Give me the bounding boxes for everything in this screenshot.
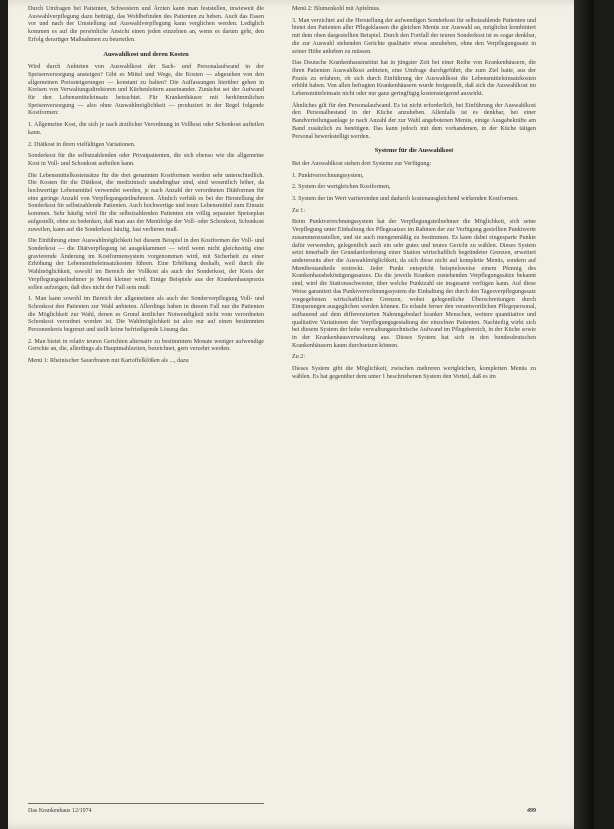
book-spine-shadow [574, 0, 594, 829]
list-item: 1. Allgemeine Kost, die sich je nach ärztlicher Verordnung in Vollkost oder Schonkost aufteilen kann. [28, 122, 264, 136]
list-item: 2. Diätkost in ihren vielfältigen Variationen. [28, 141, 136, 148]
subsection-label: Zu 1: [292, 207, 306, 214]
paragraph: Durch Umfragen bei Patienten, Schwestern und Ärzten kann man feststellen, inwieweit die Auswahlverpflegung dazu beiträgt, das Wohlbefinden des Patienten zu heben. Auch das Essen vor und nach der Umstellung auf Auswahlverpflegung kann verglichen werden. Lediglich kommen es auf die persönliche Ansicht einen jeden einzelnen an, wenn es darum geht, den Erfolg derartiger Maßnahmen zu beurteilen. [28, 6, 264, 43]
list-item: 1. Punktverrechnungssystem, [292, 172, 364, 179]
journal-source: Das Krankenhaus 12/1974 [28, 808, 92, 814]
scanned-page [8, 0, 594, 829]
paragraph: 1. Man kann sowohl im Bereich der allgemeinen als auch der Sonderverpflegung Voll- und Schonkost den Patienten zur Wahl anbieten. Allerdings haben in diesem Fall nur die Patienten die Möglichkeit zur Wahl, denen es Grund ärztlicher Notwendigkeit nicht vom verordneten Schonkost verordnet worden ist. Die Wahlmöglichkeit ist also nur auf einen bestimmten Personenkreis begrenzt und stellt keine befriedigende Lösung dar. [28, 296, 264, 334]
paragraph: Menü 2: Blumenkohl mit Apfelmus. [292, 6, 381, 12]
paragraph: Wird durch Anbieten von Auswahlkost der Sach- und Personalaufwand in der Speisenversorgung ansteigen? Gibt es Mittel und Wege, die Kosten — abgesehen von den allgemeinen Preissteigerungen — konstant zu halten? Die Auffassungen hierüber gehen in Kreisen von Verwaltungsdirektoren und Küchenleitern auseinander. Zunächst sei der Aufwand für den Lebensmitteleinsatz betrachtet. Für Krankenhäuser mit herkömmlichen Speisenversorgung — also ohne Auswahlmöglichkeit — produziert in der Regel folgende Kostformen: [28, 64, 264, 117]
paragraph: 3. Man verzichtet auf die Herstellung der aufwendigen Sonderkost für selbstzahlende Patienten und bietet den Patienten aller Pflegeklassen die gleichen Menüs zur Auswahl an, möglichst kombiniert mit dem oben dargestellten Beispiel. Durch den Fortfall der teuren Sonderkost ist es sogar denkbar, die zur Auswahl stehenden Gerichte qualitativ etwas anzuheben, ohne den Verpflegungssatz in seiner Höhe anheben zu müssen. [292, 17, 536, 55]
paragraph: 2. Man bietet in relativ teuren Gerichten alternativ zu bestimmtem Monate weniger aufwendige Gerichte an, die, allerdings als Hauptmahlzeiten, bezeichnet, gern verzehrt werden. [28, 338, 264, 353]
left-column [28, 6, 264, 370]
paragraph: Bei der Auswahlkost stehen drei Systeme zur Verfügung: [292, 160, 432, 167]
footer-rule [28, 803, 264, 804]
right-column [292, 6, 536, 386]
section-heading: Systeme für die Auswahlkost [374, 147, 454, 155]
paragraph: Menü 1: Rheinischer Sauerbraten mit Kartoffelklößen als ..., dazu [28, 358, 189, 365]
page-number: 499 [527, 808, 536, 814]
section-heading: Auswahlkost und deren Kosten [103, 50, 189, 58]
subsection-label: Zu 2: [292, 354, 306, 361]
paragraph: Beim Punktverrechnungssystem hat der Verpflegungsteilnehmer die Möglichkeit, sich seine Verpflegung unter Einhaltung des Pflegesatzes im Rahmen der zur Verfügung gestellten Punktwerte zusammenzustellen, und sie auch mengenmäßig zu bestimmen. Es kann dabei eingesparte Punkte dafür verwenden, gelegentlich auch ein sehr gutes und teures Gericht zu wählen. Dieses System setzt innerhalb der Grundanforderung einer Station wirtschaftlich begründeter Grenzen, erweitert andererseits aber die Auswahlmöglichkeit, da sich diese nicht auf komplette Menüs, sondern auf Menübestandteile erstreckt. Jeder Punkt entspricht beispielsweise einem Pfennig des Krankenhausbeköstigungssatzes. Da die jeweils Kranken zustehenden Verpflegungssätze bekannt sind, wird die Stationsschwester, über welche Punktzahl sie insgesamt verfügen kann. Auf diese Weise garantiert das Punktverrechnungssystem die Einhaltung der durch den Tagesverpflegungssatz vorgegebenen wirtschaftlichen Grenzen, wobei gelegentliche Überschreitungen durch Einsparungen ausgeglichen werden können. Es erlaubt ferner den verantwortlichen Pflegepersonal, aufbauend auf dem differenzierten Nahrungsbedarf kranker Menschen, weitere quantitative und qualitative Variationen der Verpflegungsgestaltung der einzelnen Patienten. Nachteilig wirkt sich bei diesem System der hohe verwaltungstechnische Aufwand im Pflegebereich, in der Küche sowie in der Krankenhausverwaltung aus. Dieses System hat sich in den bundesdeutschen Krankenhäusern kaum durchsetzen können. [292, 219, 536, 349]
paragraph: Die Lebensmittelkostensätze für die drei genannten Kostformen werden sehr unterschiedlich. Die Kosten für die Diätkost, die medizinisch unabdingbar sind, sind wesentlich höher, da hochwertige Lebensmittel verwendet werden, je nach Anzahl der verordneten Diätformen für eine geringe Anzahl von Verpflegungsteilnehmern. Ähnlich verhält es bei der Herstellung der Sonderkost für selbstzahlende Patienten. Auch hochwertige und teure Lebensmittel zum Einsatz kommen. Sehr häufig wird für die selbstzahlenden Patienten ein völlig separater Speiseplan aufgestellt, ohne zu bedenken, daß man aus der Menüfolge der Voll- oder Schonkost, Schonkost zuweilen, kann auf die Sonderkost häufig, fast verlieren muß. [28, 172, 264, 233]
paragraph: Ähnliches gilt für den Personalaufwand. Es ist nicht erforderlich, bei Einführung der Auswahlkost den Personalbestand in der Küche anzuheben. Allenfalls ist es denkbar, bei einer Bandverteilungsanlage je nach Anzahl der zur Wahl angebotenen Menüs, einige Ausgabekräfte am Band zusätzlich zu benötigen. Das kann jedoch mit dem vorhandenen, in der Küche tätigen Personal bewerkstelligt werden. [292, 102, 536, 140]
list-item: 3. System der im Wert variierenden und dadurch kostenausgleichend wirkenden Kostformen. [292, 196, 519, 203]
paragraph: Sonderkost für die selbstzahlenden oder Privatpatienten, die sich ebenso wie die allgemeine Kost in Voll- und Schonkost aufteilen kann. [28, 153, 264, 167]
list-item: 2. System der wertgleichen Kostformen, [292, 184, 391, 191]
paragraph: Die Einführung einer Auswahlmöglichkeit bei diesem Beispiel in den Kostformen der Voll- und Sonderkost — die Diätverpflegung ist ausgeklammert — wird wenn nicht gleichzeitig eine gravierende Änderung im Kostformensystem vorgenommen wird, mit Sicherheit zu einer Erhöhung der Lebensmitteleinsatzkosten führen. Eine Erhöhung deshalb, weil durch die Wahlmöglichkeit, sowohl im Bereich der Vollkost als auch der Sonderkost, der Kreis der Verpflegungsteilnehmer je Menü kleiner wird. Einige Beispiele aus der Krankenhauspraxis sollen aufzeigen, daß dies nicht der Fall sein muß: [28, 238, 264, 291]
paragraph: Dieses System gibt die Möglichkeit, zwischen mehreren wertgleichen, kompletten Menüs zu wählen. Es hat gegenüber dem unter 1 beschriebenen System den Vorteil, daß es im [292, 366, 536, 380]
paragraph: Das Deutsche Krankenhausinstitut hat in jüngster Zeit bei einer Reihe von Krankenhäusern, die ihren Patienten Auswahlkost anbieten, eine Umfrage durchgeführt, die zum Ziel hatte, aus der Praxis zu erfahren, ob sich durch Einführung der Auswahlkost die Lebensmitteleinsatzkosten erhöht haben. Von allen befragten Krankenhäusern wurde festgestellt, daß sich die Auswahlkost im Lebensmitteleinsatz nicht oder nur ganz geringfügig kostensteigernd auswirkt. [292, 60, 536, 98]
